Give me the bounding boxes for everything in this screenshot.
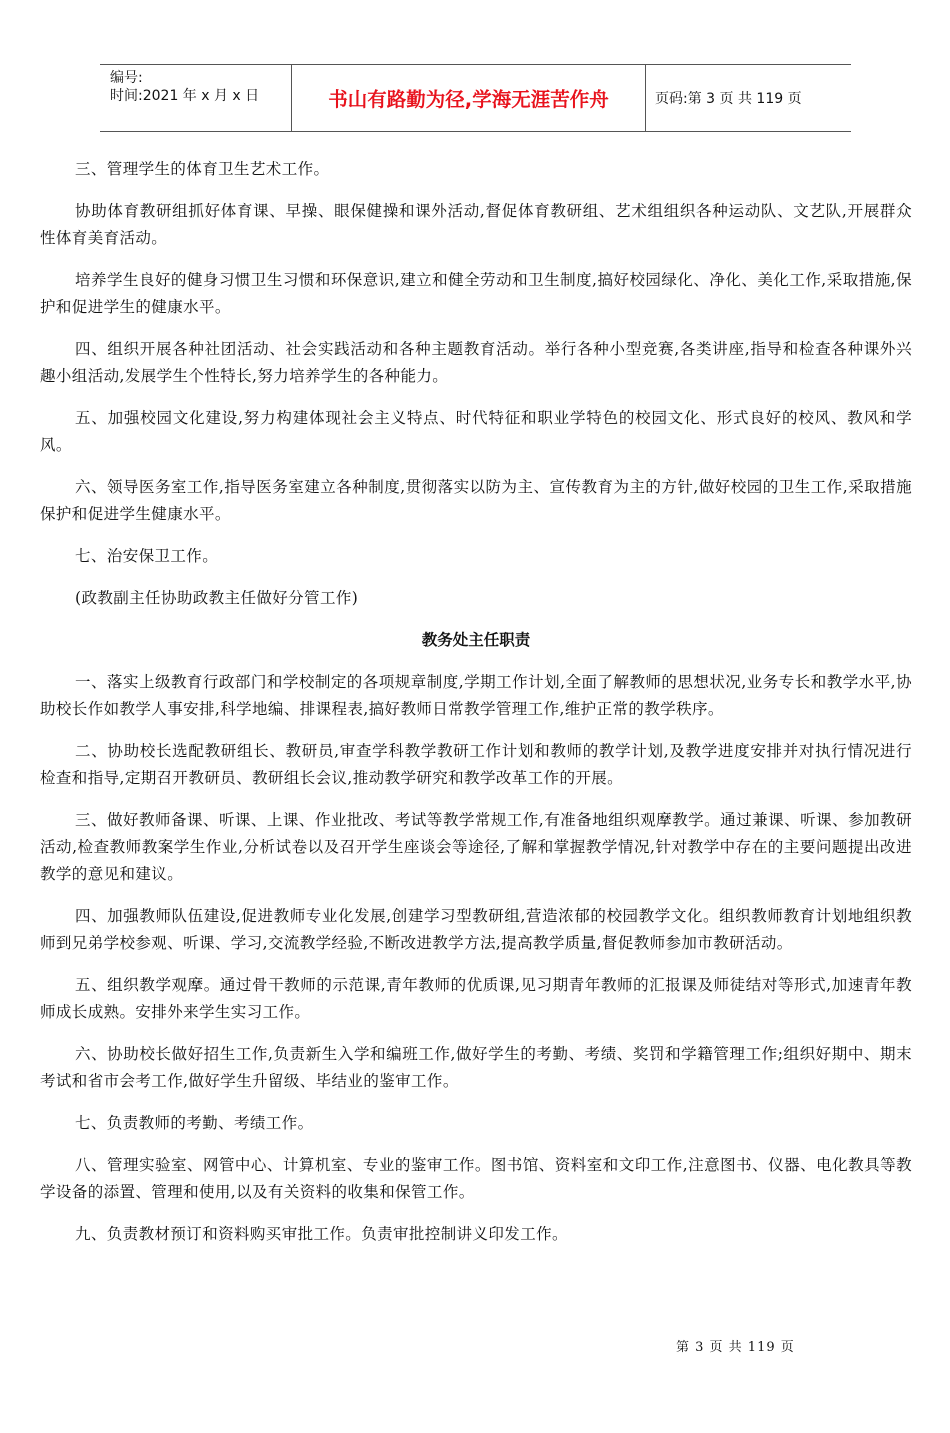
paragraph: (政教副主任协助政教主任做好分管工作): [75, 589, 359, 607]
paragraph: 七、治安保卫工作。: [75, 547, 219, 565]
paragraph: 四、加强教师队伍建设,促进教师专业化发展,创建学习型教研组,营造浓郁的校园教学文化。组织教师教育计划地组织教师到兄弟学校参观、听课、学习,交流教学经验,不断改进教学方法,提高教学质量,督促教师参加市教研活动。: [40, 907, 912, 952]
section-title: 教务处主任职责: [421, 631, 531, 649]
paragraph: 协助体育教研组抓好体育课、早操、眼保健操和课外活动,督促体育教研组、艺术组组织各种运动队、文艺队,开展群众性体育美育活动。: [40, 202, 912, 247]
header-page-info: 页码:第 3 页 共 119 页: [655, 91, 802, 107]
paragraph: 三、做好教师备课、听课、上课、作业批改、考试等教学常规工作,有准备地组织观摩教学。通过兼课、听课、参加教研活动,检查教师教案学生作业,分析试卷以及召开学生座谈会等途径,了解和掌握教学情况,针对教学中存在的主要问题提出改进教学的意见和建议。: [40, 811, 912, 883]
header-motto: 书山有路勤为径,学海无涯苦作舟: [292, 65, 646, 131]
paragraph: 五、加强校园文化建设,努力构建体现社会主义特点、时代特征和职业学特色的校园文化、形式良好的校风、教风和学风。: [40, 409, 912, 454]
page-footer: 第 3 页 共 119 页: [676, 1340, 795, 1355]
paragraph: 二、协助校长选配教研组长、教研员,审查学科教学教研工作计划和教师的教学计划,及教学进度安排并对执行情况进行检查和指导,定期召开教研员、教研组长会议,推动教学研究和教学改革工作的开展。: [40, 742, 912, 787]
code-label: 编号:: [110, 70, 143, 86]
page-header: [100, 64, 851, 132]
paragraph: 培养学生良好的健身习惯卫生习惯和环保意识,建立和健全劳动和卫生制度,搞好校园绿化、净化、美化工作,采取措施,保护和促进学生的健康水平。: [40, 271, 912, 316]
time-label: 时间:2021 年 x 月 x 日: [110, 88, 260, 104]
paragraph: 五、组织教学观摩。通过骨干教师的示范课,青年教师的优质课,见习期青年教师的汇报课及师徒结对等形式,加速青年教师成长成熟。安排外来学生实习工作。: [40, 976, 912, 1021]
paragraph: 一、落实上级教育行政部门和学校制定的各项规章制度,学期工作计划,全面了解教师的思想状况,业务专长和教学水平,协助校长作如教学人事安排,科学地编、排课程表,搞好教师日常教学管理工作,维护正常的教学秩序。: [40, 673, 912, 718]
paragraph: 九、负责教材预订和资料购买审批工作。负责审批控制讲义印发工作。: [75, 1225, 568, 1243]
paragraph: 四、组织开展各种社团活动、社会实践活动和各种主题教育活动。举行各种小型竞赛,各类讲座,指导和检查各种课外兴趣小组活动,发展学生个性特长,努力培养学生的各种能力。: [40, 340, 912, 385]
paragraph: 六、协助校长做好招生工作,负责新生入学和编班工作,做好学生的考勤、考绩、奖罚和学籍管理工作;组织好期中、期末考试和省市会考工作,做好学生升留级、毕结业的鉴审工作。: [40, 1045, 912, 1090]
paragraph: 六、领导医务室工作,指导医务室建立各种制度,贯彻落实以防为主、宣传教育为主的方针,做好校园的卫生工作,采取措施保护和促进学生健康水平。: [40, 478, 912, 523]
paragraph: 三、管理学生的体育卫生艺术工作。: [75, 160, 330, 178]
header-meta: [100, 65, 292, 131]
document-body: [40, 156, 912, 1263]
paragraph: 七、负责教师的考勤、考绩工作。: [75, 1114, 314, 1132]
paragraph: 八、管理实验室、网管中心、计算机室、专业的鉴审工作。图书馆、资料室和文印工作,注意图书、仪器、电化教具等教学设备的添置、管理和使用,以及有关资料的收集和保管工作。: [40, 1156, 912, 1201]
